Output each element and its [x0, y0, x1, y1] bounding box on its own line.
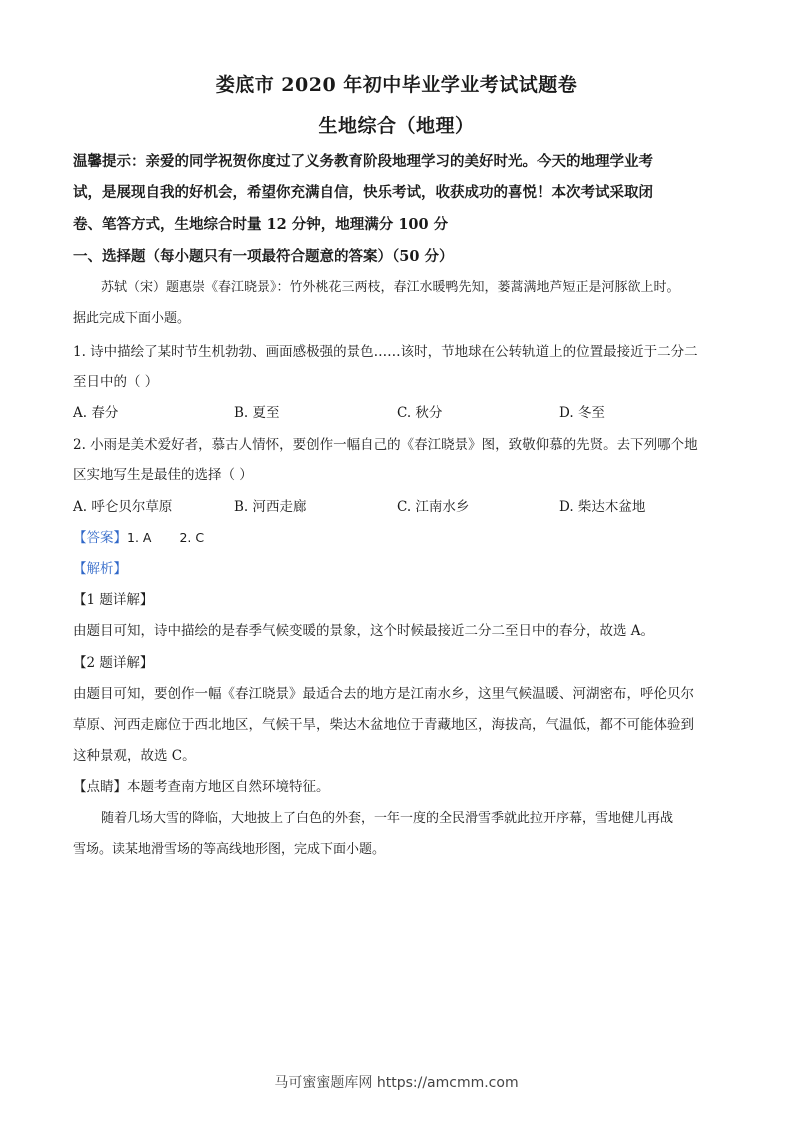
detail-2-label: 【2 题详解】 — [73, 655, 154, 671]
question-2-option-a[interactable]: A. 呼仑贝尔草原 — [73, 499, 173, 515]
question-1-option-b[interactable]: B. 夏至 — [234, 405, 280, 421]
question-1-option-a[interactable]: A. 春分 — [73, 405, 119, 421]
intro-passage-line-1: 苏轼（宋）题惠崇《春江晓景》：竹外桃花三两枝，春江水暖鸭先知，蒌蒿满地芦短正是河豚欲上时。 — [101, 280, 680, 295]
notice-line-2: 试，是展现自我的好机会，希望你充满自信，快乐考试，收获成功的喜悦！本次考试采取闭 — [73, 184, 653, 201]
answer-2: 2. C — [179, 530, 205, 545]
analysis-label: 【解析】 — [73, 561, 127, 577]
answer-label: 【答案】 — [73, 530, 127, 546]
comment-text: 【点睛】本题考查南方地区自然环境特征。 — [73, 779, 330, 795]
intro-2-line-1: 随着几场大雪的降临，大地披上了白色的外套，一年一度的全民滑雪季就此拉开序幕，雪地健儿再战 — [101, 811, 674, 826]
detail-2-line-2: 草原、河西走廊位于西北地区，气候干旱，柴达木盆地位于青藏地区，海拔高，气温低，都不可能体验到 — [73, 717, 694, 733]
detail-1-label: 【1 题详解】 — [73, 592, 154, 608]
question-2-option-d[interactable]: D. 柴达木盆地 — [559, 499, 646, 515]
page-title: 娄底市 2020 年初中毕业学业考试试题卷 — [215, 74, 578, 96]
notice-line-1: 温馨提示：亲爱的同学祝贺你度过了义务教育阶段地理学习的美好时光。今天的地理学业考 — [73, 153, 653, 170]
notice-line-3: 卷、笔答方式，生地综合时量 12 分钟，地理满分 100 分 — [73, 216, 449, 233]
footer-watermark: 马可蜜蜜题库网 https://amcmm.com — [274, 1075, 519, 1091]
question-2-stem-line-1: 2. 小雨是美术爱好者，慕古人情怀，要创作一幅自己的《春江晓景》图，致敬仰慕的先贤。去下列哪个地 — [73, 437, 698, 453]
question-1-option-d[interactable]: D. 冬至 — [559, 405, 605, 421]
question-1-option-c[interactable]: C. 秋分 — [397, 405, 443, 421]
page-subtitle: 生地综合（地理） — [318, 115, 475, 137]
answer-row — [73, 526, 204, 546]
question-2-option-b[interactable]: B. 河西走廊 — [234, 499, 307, 515]
question-2-stem-line-2: 区实地写生是最佳的选择（ ） — [73, 467, 253, 483]
question-1-stem-line-2: 至日中的（ ） — [73, 374, 159, 390]
section-heading: 一、选择题（每小题只有一项最符合题意的答案）（50 分） — [73, 248, 454, 265]
answer-1: 1. A — [127, 530, 152, 545]
question-1-stem-line-1: 1. 诗中描绘了某时节生机勃勃、画面感极强的景色……该时，节地球在公转轨道上的位置最接近于二分二 — [73, 344, 698, 360]
detail-1-text: 由题目可知，诗中描绘的是春季气候变暖的景象，这个时候最接近二分二至日中的春分，故选 A。 — [73, 623, 655, 639]
detail-2-line-3: 这种景观，故选 C。 — [73, 748, 196, 764]
detail-2-line-1: 由题目可知，要创作一幅《春江晓景》最适合去的地方是江南水乡，这里气候温暖、河湖密布，呼伦贝尔 — [73, 686, 694, 702]
intro-2-line-2: 雪场。读某地滑雪场的等高线地形图，完成下面小题。 — [73, 842, 386, 857]
question-2-option-c[interactable]: C. 江南水乡 — [397, 499, 470, 515]
intro-passage-line-2: 据此完成下面小题。 — [73, 311, 191, 326]
